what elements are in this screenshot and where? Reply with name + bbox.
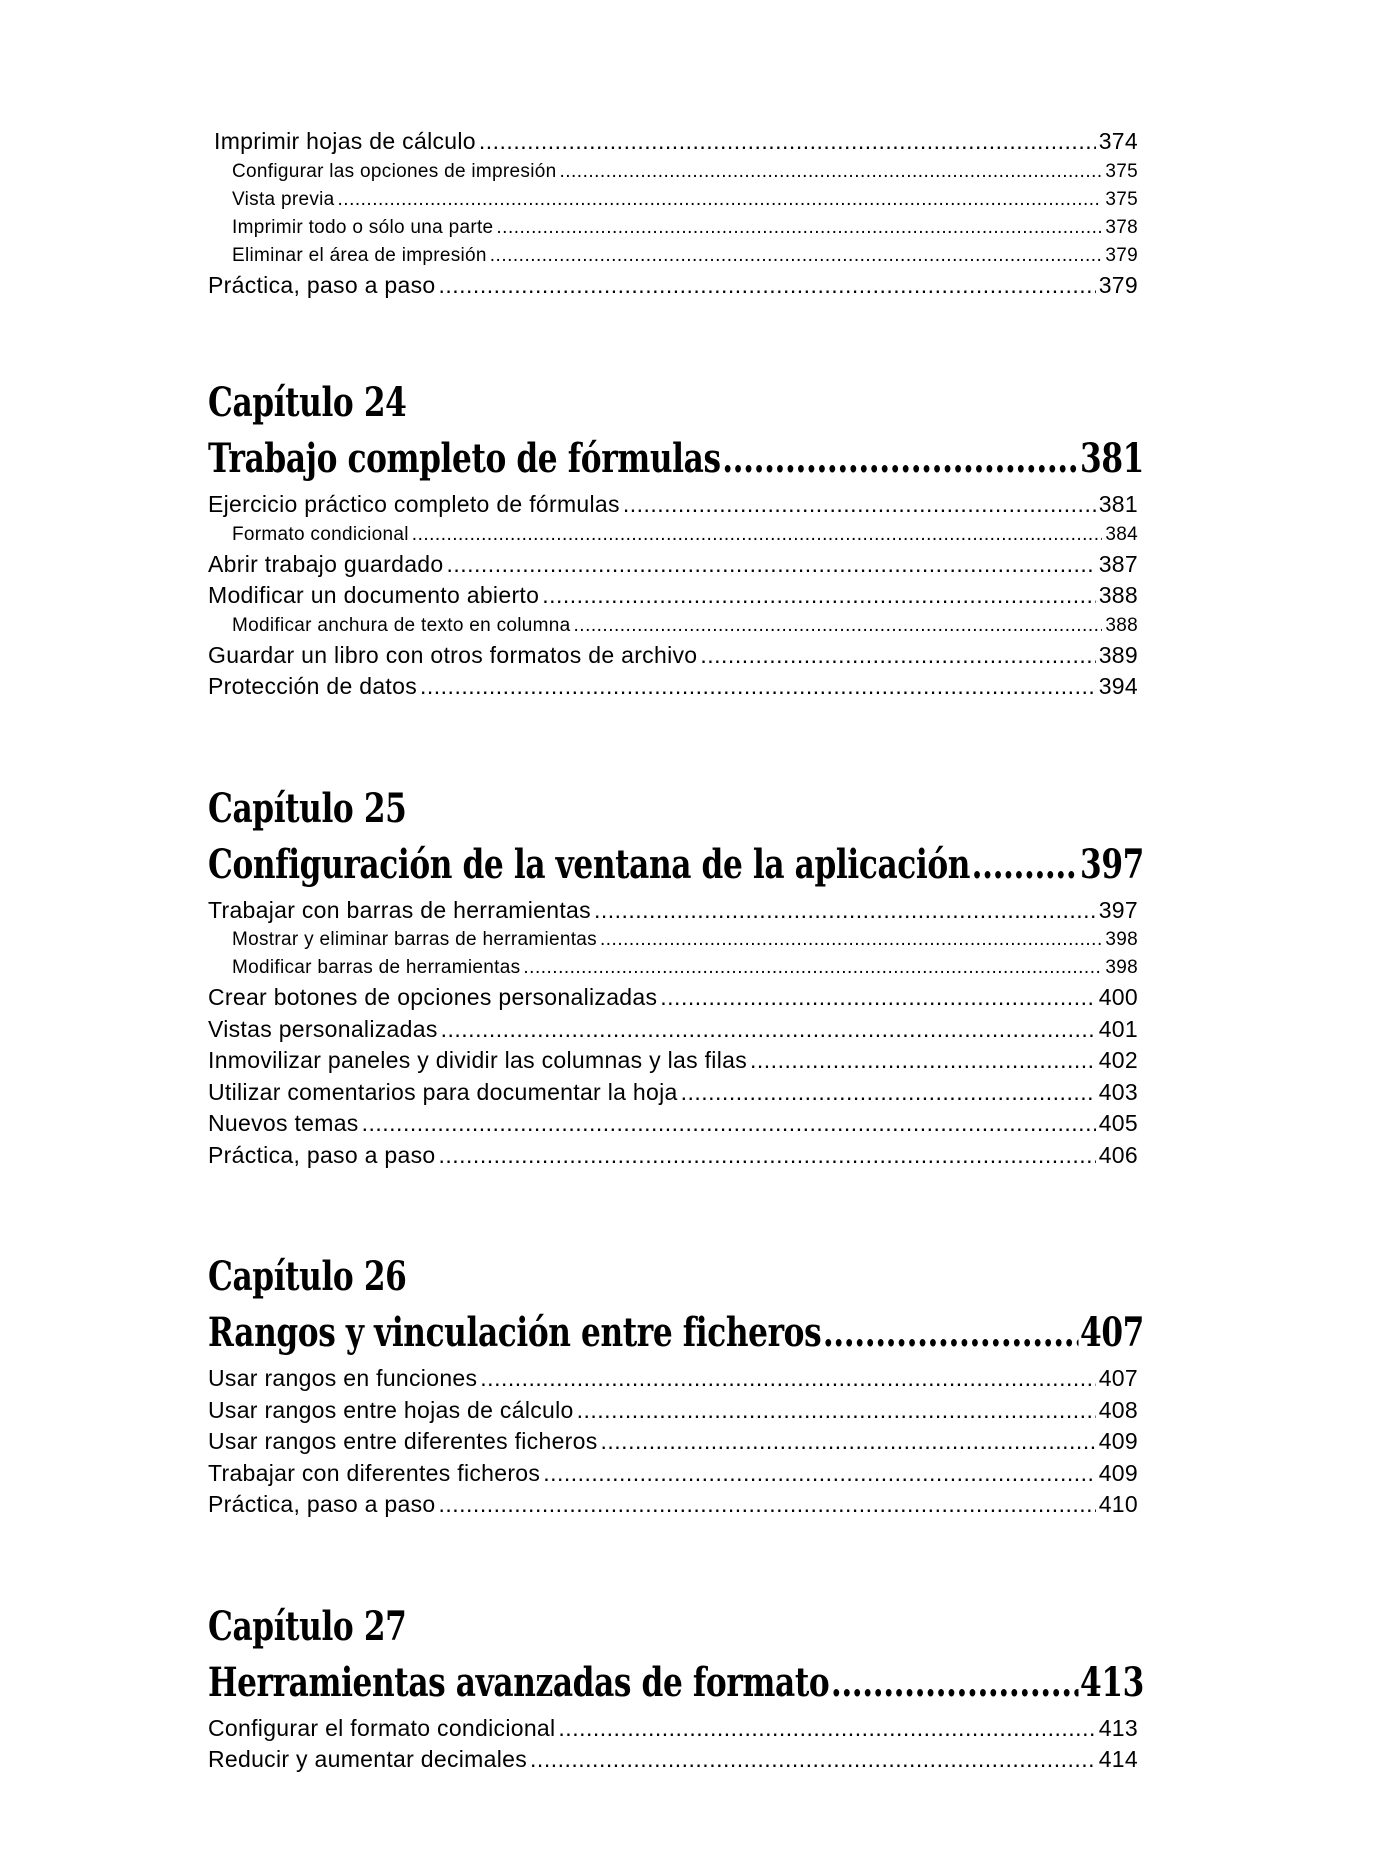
toc-content	[208, 126, 1144, 1776]
entry-title: Abrir trabajo guardado	[208, 550, 444, 577]
entry-title: Mostrar y eliminar barras de herramientas	[232, 929, 597, 950]
entry-page: 405	[1098, 1110, 1138, 1136]
chapter-title-text: Herramientas avanzadas de formato	[208, 1658, 830, 1706]
intro-block	[208, 126, 1138, 301]
toc-subentry	[208, 612, 1138, 640]
dot-leader	[530, 1744, 1096, 1776]
toc-entry	[208, 640, 1138, 672]
entry-page: 401	[1098, 1015, 1138, 1042]
chapter-block	[208, 783, 1144, 1172]
chapter-title	[208, 1303, 1144, 1363]
toc-subentry	[208, 242, 1138, 270]
dot-leader	[972, 835, 1079, 895]
toc-entry	[208, 549, 1138, 581]
entry-title: Protección de datos	[208, 673, 417, 699]
toc-entry	[208, 580, 1138, 612]
entry-title: Crear botones de opciones personalizadas	[208, 984, 658, 1010]
chapter-title	[208, 1653, 1144, 1713]
dot-leader	[601, 1426, 1096, 1458]
dot-leader	[623, 489, 1096, 521]
entry-page: 406	[1098, 1141, 1138, 1168]
dot-leader	[700, 640, 1095, 672]
dot-leader	[420, 671, 1096, 703]
dot-leader	[660, 982, 1095, 1014]
entry-page: 409	[1098, 1459, 1138, 1486]
dot-leader	[412, 521, 1103, 549]
entry-page: 381	[1098, 491, 1138, 517]
dot-leader	[490, 242, 1103, 270]
entry-page: 397	[1098, 896, 1138, 923]
entry-page: 398	[1105, 929, 1138, 950]
toc-subentry	[208, 158, 1138, 186]
toc-subentry	[208, 926, 1138, 954]
chapter-page: 381	[1080, 435, 1144, 482]
toc-entry	[208, 1077, 1138, 1109]
dot-leader	[438, 1489, 1095, 1521]
chapter-page: 413	[1080, 1658, 1144, 1706]
entry-page: 400	[1098, 984, 1138, 1010]
toc-subentry	[208, 186, 1138, 214]
dot-leader	[831, 1653, 1079, 1713]
entry-title: Modificar un documento abierto	[208, 582, 540, 608]
entry-page: 388	[1105, 614, 1138, 636]
entry-title: Práctica, paso a paso	[208, 271, 436, 298]
dot-leader	[446, 549, 1095, 581]
entry-title: Formato condicional	[232, 523, 409, 545]
toc-entry	[208, 1140, 1138, 1172]
toc-entry	[208, 982, 1138, 1014]
entry-page: 384	[1105, 523, 1138, 545]
entry-page: 379	[1098, 271, 1138, 298]
entry-title: Reducir y aumentar decimales	[208, 1746, 528, 1772]
entry-page: 394	[1098, 673, 1138, 699]
dot-leader	[559, 158, 1102, 186]
toc-entry	[208, 1014, 1138, 1046]
chapter-title-text: Configuración de la ventana de la aplicación	[208, 840, 971, 888]
toc-entry	[208, 1744, 1138, 1776]
dot-leader	[681, 1077, 1096, 1109]
entry-title: Utilizar comentarios para documentar la hoja	[208, 1078, 678, 1105]
entry-title: Modificar anchura de texto en columna	[232, 614, 571, 636]
toc-entry	[208, 1426, 1138, 1458]
entry-page: 375	[1105, 188, 1138, 210]
entry-title: Configurar las opciones de impresión	[232, 160, 557, 182]
chapter-block	[208, 377, 1144, 703]
dot-leader	[438, 270, 1095, 302]
entry-title: Usar rangos en funciones	[208, 1365, 478, 1391]
toc-entry	[208, 1108, 1138, 1140]
entry-page: 388	[1098, 582, 1138, 608]
entry-title: Ejercicio práctico completo de fórmulas	[208, 491, 620, 517]
entry-page: 407	[1098, 1365, 1138, 1391]
entry-title: Trabajar con barras de herramientas	[208, 896, 591, 923]
toc-entry	[208, 1045, 1138, 1077]
chapter-title-text: Trabajo completo de fórmulas	[208, 435, 721, 482]
dot-leader	[558, 1713, 1095, 1745]
entry-title: Trabajar con diferentes ficheros	[208, 1459, 541, 1486]
toc-entry	[208, 1363, 1138, 1395]
chapter-block	[208, 1251, 1144, 1521]
chapter-title-text: Rangos y vinculación entre ficheros	[208, 1309, 822, 1356]
entry-page: 408	[1098, 1396, 1138, 1423]
dot-leader	[496, 214, 1102, 242]
dot-leader	[722, 429, 1078, 489]
dot-leader	[362, 1108, 1096, 1140]
dot-leader	[438, 1140, 1095, 1172]
entry-page: 409	[1098, 1428, 1138, 1454]
entry-title: Vista previa	[232, 188, 335, 210]
toc-entry	[208, 270, 1138, 302]
entry-page: 402	[1098, 1047, 1138, 1073]
chapter-block	[208, 1601, 1144, 1776]
entry-page: 398	[1105, 957, 1138, 978]
entry-page: 403	[1098, 1078, 1138, 1105]
entry-page: 387	[1098, 550, 1138, 577]
entry-page: 379	[1105, 244, 1138, 266]
chapter-label: Capítulo 25	[208, 784, 407, 832]
entry-title: Configurar el formato condicional	[208, 1714, 556, 1741]
entry-title: Imprimir hojas de cálculo	[214, 128, 476, 154]
entry-title: Eliminar el área de impresión	[232, 244, 487, 266]
entry-title: Modificar barras de herramientas	[232, 957, 521, 978]
toc-entry	[208, 1489, 1138, 1521]
chapter-title	[208, 429, 1144, 489]
chapter-label: Capítulo 27	[208, 1602, 407, 1650]
chapter-page: 397	[1080, 840, 1144, 888]
toc-subentry	[208, 521, 1138, 549]
chapter-label: Capítulo 26	[208, 1253, 407, 1300]
entry-page: 410	[1098, 1491, 1138, 1517]
dot-leader	[338, 186, 1103, 214]
dot-leader	[823, 1303, 1079, 1363]
toc-entry	[208, 671, 1138, 703]
entry-page: 414	[1098, 1746, 1138, 1772]
entry-title: Nuevos temas	[208, 1110, 359, 1136]
dot-leader	[574, 612, 1103, 640]
toc-subentry	[208, 214, 1138, 242]
entry-title: Práctica, paso a paso	[208, 1141, 436, 1168]
entry-page: 378	[1105, 216, 1138, 238]
chapter-page: 407	[1080, 1309, 1144, 1356]
dot-leader	[750, 1045, 1096, 1077]
entry-title: Imprimir todo o sólo una parte	[232, 216, 494, 238]
dot-leader	[577, 1395, 1096, 1427]
dot-leader	[441, 1014, 1096, 1046]
dot-leader	[542, 580, 1096, 612]
entry-page: 375	[1105, 160, 1138, 182]
chapter-label: Capítulo 24	[208, 379, 407, 426]
entry-page: 413	[1098, 1714, 1138, 1741]
entry-title: Usar rangos entre diferentes ficheros	[208, 1428, 598, 1454]
dot-leader	[543, 1458, 1096, 1490]
dot-leader	[479, 126, 1096, 158]
toc-entry	[208, 489, 1138, 521]
entry-title: Usar rangos entre hojas de cálculo	[208, 1396, 574, 1423]
entry-title: Práctica, paso a paso	[208, 1491, 436, 1517]
entry-page: 389	[1098, 641, 1138, 668]
dot-leader	[600, 926, 1102, 954]
entry-title: Inmovilizar paneles y dividir las columnas y las filas	[208, 1047, 748, 1073]
entry-title: Guardar un libro con otros formatos de archivo	[208, 641, 698, 668]
toc-entry	[208, 1713, 1138, 1745]
dot-leader	[594, 895, 1096, 927]
toc-entry	[208, 895, 1138, 927]
toc-entry	[208, 1458, 1138, 1490]
entry-page: 374	[1098, 128, 1138, 154]
dot-leader	[523, 954, 1102, 982]
chapter-title	[208, 835, 1144, 895]
toc-entry	[208, 126, 1138, 158]
toc-subentry	[208, 954, 1138, 982]
entry-title: Vistas personalizadas	[208, 1015, 438, 1042]
dot-leader	[480, 1363, 1095, 1395]
toc-entry	[208, 1395, 1138, 1427]
